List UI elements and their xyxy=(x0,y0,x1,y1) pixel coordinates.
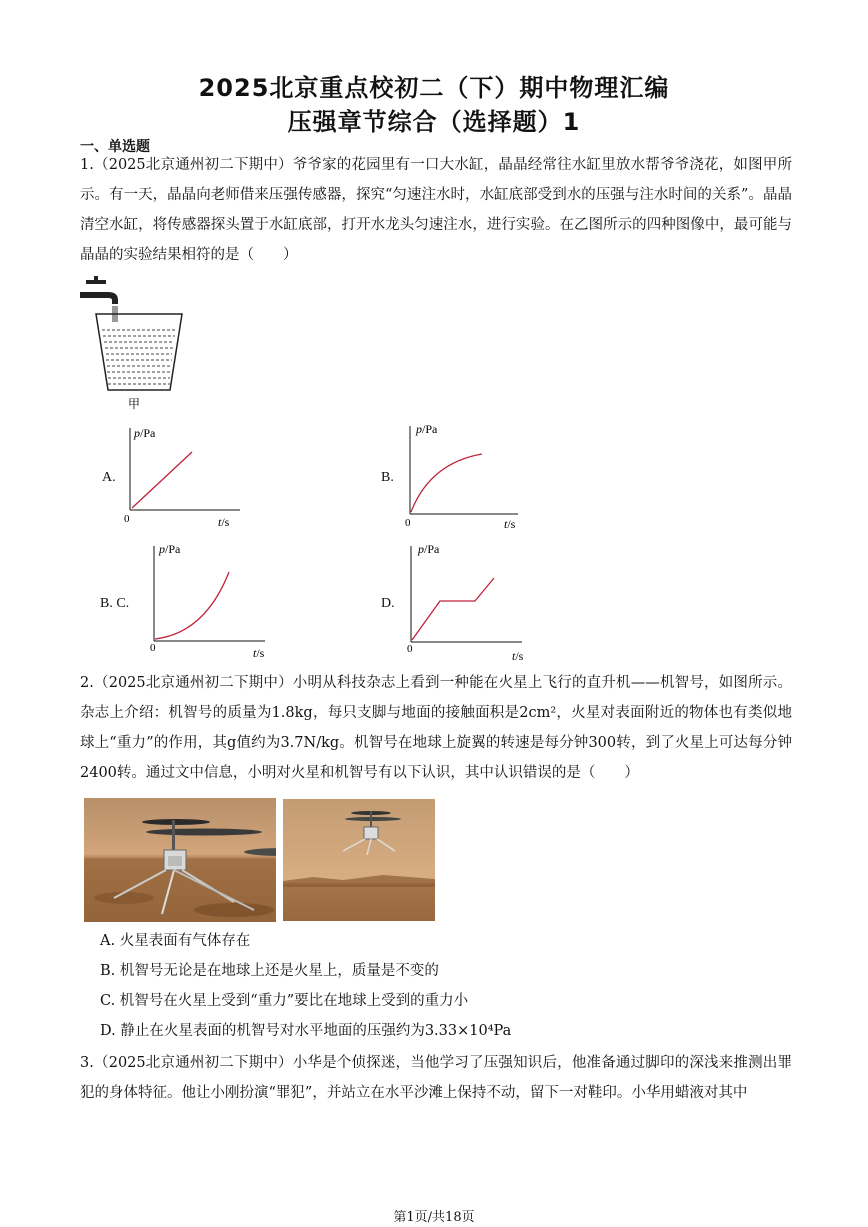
svg-text:0: 0 xyxy=(405,517,411,529)
faucet-tank-figure xyxy=(78,272,188,412)
helicopter-photo-ground xyxy=(84,798,276,922)
svg-text:t/s: t/s xyxy=(512,649,524,663)
svg-text:p/Pa: p/Pa xyxy=(416,422,438,436)
svg-text:t/s: t/s xyxy=(253,646,265,660)
q2-option-a: A. 火星表面有气体存在 xyxy=(100,933,251,949)
graph-b xyxy=(400,418,530,533)
figure-label-jia: 甲 xyxy=(128,397,141,411)
graph-d xyxy=(402,538,532,666)
question-3-text: 3.（2025北京通州初二下期中）小华是个侦探迷，当他学习了压强知识后，他准备通过脚印的深浅来推测出罪犯的身体特征。他让小刚扮演“罪犯”，并站立在水平沙滩上保持不动，留下一对鞋印。小华用蜡液对其中 xyxy=(80,1055,792,1101)
helicopter-photo-flying xyxy=(283,799,435,921)
q2-option-d: D. 静止在火星表面的机智号对水平地面的压强约为3.33×10⁴Pa xyxy=(100,1023,512,1039)
svg-text:0: 0 xyxy=(150,642,156,654)
graph-a xyxy=(120,420,250,530)
question-1-text: 1.（2025北京通州初二下期中）爷爷家的花园里有一口大水缸，晶晶经常往水缸里放水帮爷爷浇花，如图甲所示。有一天，晶晶向老师借来压强传感器，探究“匀速注水时，水缸底部受到水的压强与注水时间的关系”。晶晶清空水缸，将传感器探头置于水缸底部，打开水龙头匀速注水，进行实验。在乙图所示的四种图像中，最可能与晶晶的实验结果相符的是（ ） xyxy=(80,157,792,263)
document-title: 2025北京重点校初二（下）期中物理汇编 xyxy=(198,74,670,102)
q2-option-b: B. 机智号无论是在地球上还是火星上，质量是不变的 xyxy=(100,963,439,979)
faucet-icon xyxy=(80,276,118,322)
q2-option-c: C. 机智号在火星上受到“重力”要比在地球上受到的重力小 xyxy=(100,993,469,1009)
svg-text:0: 0 xyxy=(407,643,413,655)
option-d-label: D. xyxy=(381,596,395,611)
svg-text:t/s: t/s xyxy=(218,515,230,529)
document-subtitle: 压强章节综合（选择题）1 xyxy=(287,108,581,136)
section-title: 一、单选题 xyxy=(80,139,150,155)
curve-c-accelerating xyxy=(155,572,229,639)
option-a-label: A. xyxy=(102,470,116,485)
water-tank xyxy=(96,314,182,390)
svg-text:0: 0 xyxy=(124,513,130,525)
curve-d-piecewise xyxy=(412,578,494,640)
page-number: 第1页/共18页 xyxy=(393,1210,475,1225)
svg-text:p/Pa: p/Pa xyxy=(418,542,440,556)
curve-a-linear xyxy=(132,452,192,508)
svg-text:p/Pa: p/Pa xyxy=(134,426,156,440)
option-c-label: B. C. xyxy=(100,596,130,611)
curve-b-decelerating xyxy=(411,454,482,512)
question-2-text: 2.（2025北京通州初二下期中）小明从科技杂志上看到一种能在火星上飞行的直升机——机智号，如图所示。杂志上介绍：机智号的质量为1.8kg，每只支脚与地面的接触面积是2cm²，火星对表面附近的物体也有类似地球上“重力”的作用，其g值约为3.7N/kg。机智号在地球上旋翼的转速是每分钟300转，到了火星上可达每分钟2400转。通过文中信息，小明对火星和机智号有以下认识，其中认识错误的是（ ） xyxy=(80,675,792,781)
graph-c xyxy=(145,538,275,663)
svg-text:p/Pa: p/Pa xyxy=(159,542,181,556)
option-b-label: B. xyxy=(381,470,394,485)
svg-text:t/s: t/s xyxy=(504,517,516,531)
